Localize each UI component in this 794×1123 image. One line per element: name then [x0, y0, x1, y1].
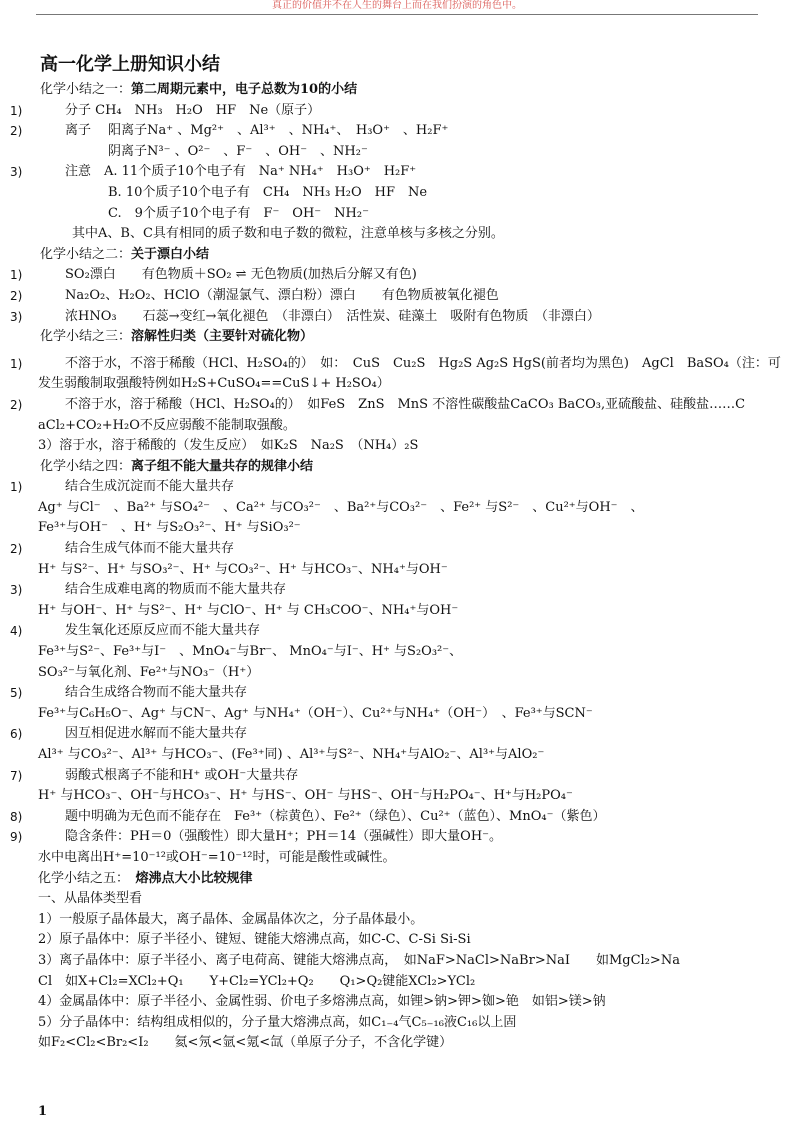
heading-text — [40, 245, 209, 266]
item-text: 注意 A. 11个质子10个电子有 Na⁺ NH₄⁺ H₃O⁺ H₂F⁺ — [65, 164, 417, 180]
list-item — [0, 827, 794, 848]
item-number: 4) — [10, 624, 23, 639]
item-number: 3) — [10, 583, 23, 598]
item-number: 1) — [10, 356, 23, 371]
item-number: 1) — [10, 103, 23, 118]
list-item — [0, 395, 794, 416]
list-item — [0, 930, 794, 951]
item-text: Fe³⁺与C₆H₅O⁻、Ag⁺ 与CN⁻、Ag⁺ 与NH₄⁺（OH⁻）、Cu²⁺与NH₄⁺（OH⁻） 、Fe³⁺与SCN⁻ — [38, 705, 593, 721]
item-text: 离子 阳离子Na⁺ 、Mg²⁺ 、Al³⁺ 、NH₄⁺、 H₃O⁺ 、H₂F⁺ — [65, 123, 449, 139]
list-item — [0, 704, 794, 725]
list-item — [0, 910, 794, 931]
item-text: aCl₂+CO₂+H₂O不反应弱酸不能制取强酸。 — [38, 417, 296, 433]
heading-text — [40, 80, 357, 101]
item-text: 4）金属晶体中：原子半径小、金属性弱、价电子多熔沸点高，如锂>钠>钾>铷>铯 如铝>镁>钠 — [38, 994, 606, 1010]
item-number: 6) — [10, 727, 23, 742]
item-text: H⁺ 与S²⁻、H⁺ 与SO₃²⁻、H⁺ 与CO₃²⁻、H⁺ 与HCO₃⁻、NH₄⁺与OH⁻ — [38, 561, 448, 577]
list-item — [0, 642, 794, 663]
item-number: 7) — [10, 768, 23, 783]
page-number: 1 — [38, 1104, 48, 1119]
section-heading — [0, 80, 794, 101]
list-item — [0, 354, 794, 375]
list-item — [0, 518, 794, 539]
list-item — [0, 142, 794, 163]
item-text: 浓HNO₃ 石蕊→变红→氧化褪色 （非漂白） 活性炭、硅藻土 吸附有色物质 （非漂白） — [65, 308, 600, 324]
list-item — [0, 265, 794, 286]
item-text: 1）一般原子晶体最大，离子晶体、金属晶体次之，分子晶体最小。 — [38, 911, 424, 927]
section-heading — [0, 457, 794, 478]
document-body — [0, 80, 794, 1054]
page-title: 高一化学上册知识小结 — [40, 54, 220, 75]
item-text: 其中A、B、C具有相同的质子数和电子数的微粒，注意单核与多核之分别。 — [72, 226, 504, 242]
list-item — [0, 204, 794, 225]
item-text: C. 9个质子10个电子有 F⁻ OH⁻ NH₂⁻ — [108, 205, 369, 221]
heading-prefix: 化学小结之五： — [38, 870, 136, 886]
heading-prefix: 化学小结之一： — [40, 82, 132, 97]
item-text: 分子 CH₄ NH₃ H₂O HF Ne（原子） — [65, 102, 321, 118]
item-text: 发生弱酸制取强酸特例如H₂S+CuSO₄==CuS↓+ H₂SO₄） — [38, 376, 390, 392]
item-text: Ag⁺ 与Cl⁻ 、Ba²⁺ 与SO₄²⁻ 、Ca²⁺ 与CO₃²⁻ 、Ba²⁺与CO₃²⁻ 、Fe²⁺ 与S²⁻ 、Cu²⁺与OH⁻ 、 — [38, 499, 644, 515]
item-number: 2) — [10, 124, 23, 139]
list-item — [0, 307, 794, 328]
list-item — [0, 972, 794, 993]
item-text: 结合生成沉淀而不能大量共存 — [65, 479, 235, 495]
item-text: 水中电离出H⁺=10⁻¹²或OH⁻=10⁻¹²时，可能是酸性或碱性。 — [38, 849, 396, 865]
item-text: 3）离子晶体中：原子半径小、离子电荷高、键能大熔沸点高， 如NaF>NaCl>NaBr>NaI 如MgCl₂>Na — [38, 952, 680, 968]
item-number: 2) — [10, 542, 23, 557]
heading-prefix: 化学小结之四： — [40, 458, 132, 474]
item-text: 2）原子晶体中：原子半径小、键短、键能大熔沸点高，如C-C、C-Si Si-Si — [38, 932, 471, 948]
item-text: H⁺ 与OH⁻、H⁺ 与S²⁻、H⁺ 与ClO⁻、H⁺ 与 CH₃COO⁻、NH₄⁺与OH⁻ — [38, 602, 459, 618]
section-heading — [0, 327, 794, 348]
list-item — [0, 436, 794, 457]
list-item — [0, 560, 794, 581]
list-item — [0, 1013, 794, 1034]
item-number: 1) — [10, 268, 23, 283]
item-number: 3) — [10, 165, 23, 180]
item-text: H⁺ 与HCO₃⁻、OH⁻与HCO₃⁻、H⁺ 与HS⁻、OH⁻ 与HS⁻、OH⁻与H₂PO₄⁻、H⁺与H₂PO₄⁻ — [38, 788, 573, 804]
item-number: 1) — [10, 480, 23, 495]
header-rule — [36, 14, 758, 15]
list-item — [0, 601, 794, 622]
item-text: Cl 如X+Cl₂=XCl₂+Q₁ Y+Cl₂=YCl₂+Q₂ Q₁>Q₂键能XCl₂>YCl₂ — [38, 973, 476, 989]
list-item — [0, 745, 794, 766]
item-number: 9) — [10, 830, 23, 845]
section-heading — [0, 869, 794, 890]
list-item — [0, 807, 794, 828]
item-text: 3）溶于水，溶于稀酸的（发生反应） 如K₂S Na₂S （NH₄）₂S — [38, 438, 419, 454]
item-text: 一、从晶体类型看 — [38, 891, 143, 907]
list-item — [0, 663, 794, 684]
heading-title: 熔沸点大小比较规律 — [135, 870, 253, 886]
item-text: SO₃²⁻与氧化剂、Fe²⁺与NO₃⁻（H⁺） — [38, 664, 260, 680]
item-text: Na₂O₂、H₂O₂、HClO（潮湿氯气、漂白粉）漂白 有色物质被氧化褪色 — [65, 287, 499, 303]
heading-title: 第二周期元素中，电子总数为10的小结 — [131, 82, 358, 97]
list-item — [0, 889, 794, 910]
heading-prefix: 化学小结之二： — [40, 246, 132, 262]
item-text: 不溶于水，不溶于稀酸（HCl、H₂SO₄的） 如： CuS Cu₂S Hg₂S Ag₂S HgS(前者均为黑色) AgCl BaSO₄（注：可 — [65, 355, 781, 371]
list-item — [0, 162, 794, 183]
item-text: 隐含条件：PH＝0（强酸性）即大量H⁺；PH＝14（强碱性）即大量OH⁻。 — [65, 829, 503, 845]
heading-text — [40, 457, 313, 478]
list-item — [0, 683, 794, 704]
list-item — [0, 477, 794, 498]
item-text: 如F₂<Cl₂<Br₂<I₂ 氦<氖<氩<氪<氙（单原子分子，不含化学键） — [38, 1035, 453, 1051]
item-text: 发生氧化还原反应而不能大量共存 — [65, 623, 261, 639]
list-item — [0, 498, 794, 519]
heading-title: 离子组不能大量共存的规律小结 — [131, 458, 314, 474]
list-item — [0, 121, 794, 142]
list-item — [0, 416, 794, 437]
item-text: 不溶于水，溶于稀酸（HCl、H₂SO₄的） 如FeS ZnS MnS 不溶性碳酸盐CaCO₃ BaCO₃,亚硫酸盐、硅酸盐……C — [65, 396, 746, 412]
list-item — [0, 621, 794, 642]
list-item — [0, 786, 794, 807]
item-text: 题中明确为无色而不能存在 Fe³⁺（棕黄色）、Fe²⁺（绿色）、Cu²⁺（蓝色）、MnO₄⁻（紫色） — [65, 808, 606, 824]
item-text: B. 10个质子10个电子有 CH₄ NH₃ H₂O HF Ne — [108, 184, 428, 200]
section-heading — [0, 245, 794, 266]
list-item — [0, 539, 794, 560]
item-text: 弱酸式根离子不能和H⁺ 或OH⁻大量共存 — [65, 767, 299, 783]
list-item — [0, 374, 794, 395]
list-item — [0, 1033, 794, 1054]
item-number: 2) — [10, 397, 23, 412]
list-item — [0, 580, 794, 601]
item-number: 3) — [10, 309, 23, 324]
item-number: 2) — [10, 288, 23, 303]
heading-text — [38, 869, 253, 890]
list-item — [0, 766, 794, 787]
item-text: Fe³⁺与S²⁻、Fe³⁺与I⁻ 、MnO₄⁻与Br⁻、 MnO₄⁻与I⁻、H⁺ 与S₂O₃²⁻、 — [38, 644, 463, 660]
list-item — [0, 183, 794, 204]
item-text: 结合生成络合物而不能大量共存 — [65, 685, 248, 701]
heading-title: 关于漂白小结 — [131, 246, 210, 262]
heading-title: 溶解性归类（主要针对硫化物） — [131, 329, 314, 345]
heading-text — [40, 327, 313, 348]
item-text: 阴离子N³⁻ 、O²⁻ 、F⁻ 、OH⁻ 、NH₂⁻ — [108, 143, 368, 159]
list-item — [0, 992, 794, 1013]
list-item — [0, 951, 794, 972]
item-text: 结合生成难电离的物质而不能大量共存 — [65, 582, 287, 598]
list-item — [0, 724, 794, 745]
item-text: Al³⁺ 与CO₃²⁻、Al³⁺ 与HCO₃⁻、(Fe³⁺同) 、Al³⁺与S²⁻、NH₄⁺与AlO₂⁻、Al³⁺与AlO₂⁻ — [38, 747, 545, 762]
item-text: Fe³⁺与OH⁻ 、H⁺ 与S₂O₃²⁻、H⁺ 与SiO₃²⁻ — [38, 520, 301, 536]
list-item — [0, 286, 794, 307]
item-text: 因互相促进水解而不能大量共存 — [65, 726, 248, 742]
list-item — [0, 848, 794, 869]
item-number: 5) — [10, 686, 23, 701]
item-text: SO₂漂白 有色物质＋SO₂ ⇌ 无色物质(加热后分解又有色) — [65, 267, 417, 283]
item-number: 8) — [10, 809, 23, 824]
list-item — [0, 101, 794, 122]
heading-prefix: 化学小结之三： — [40, 329, 132, 345]
list-item — [0, 224, 794, 245]
item-text: 5）分子晶体中：结构组成相似的，分子量大熔沸点高，如C₁₋₄气C₅₋₁₆液C₁₆以上固 — [38, 1014, 517, 1030]
header-banner: 真正的价值并不在人生的舞台上而在我们扮演的角色中。 — [272, 0, 522, 11]
item-text: 结合生成气体而不能大量共存 — [65, 541, 235, 557]
